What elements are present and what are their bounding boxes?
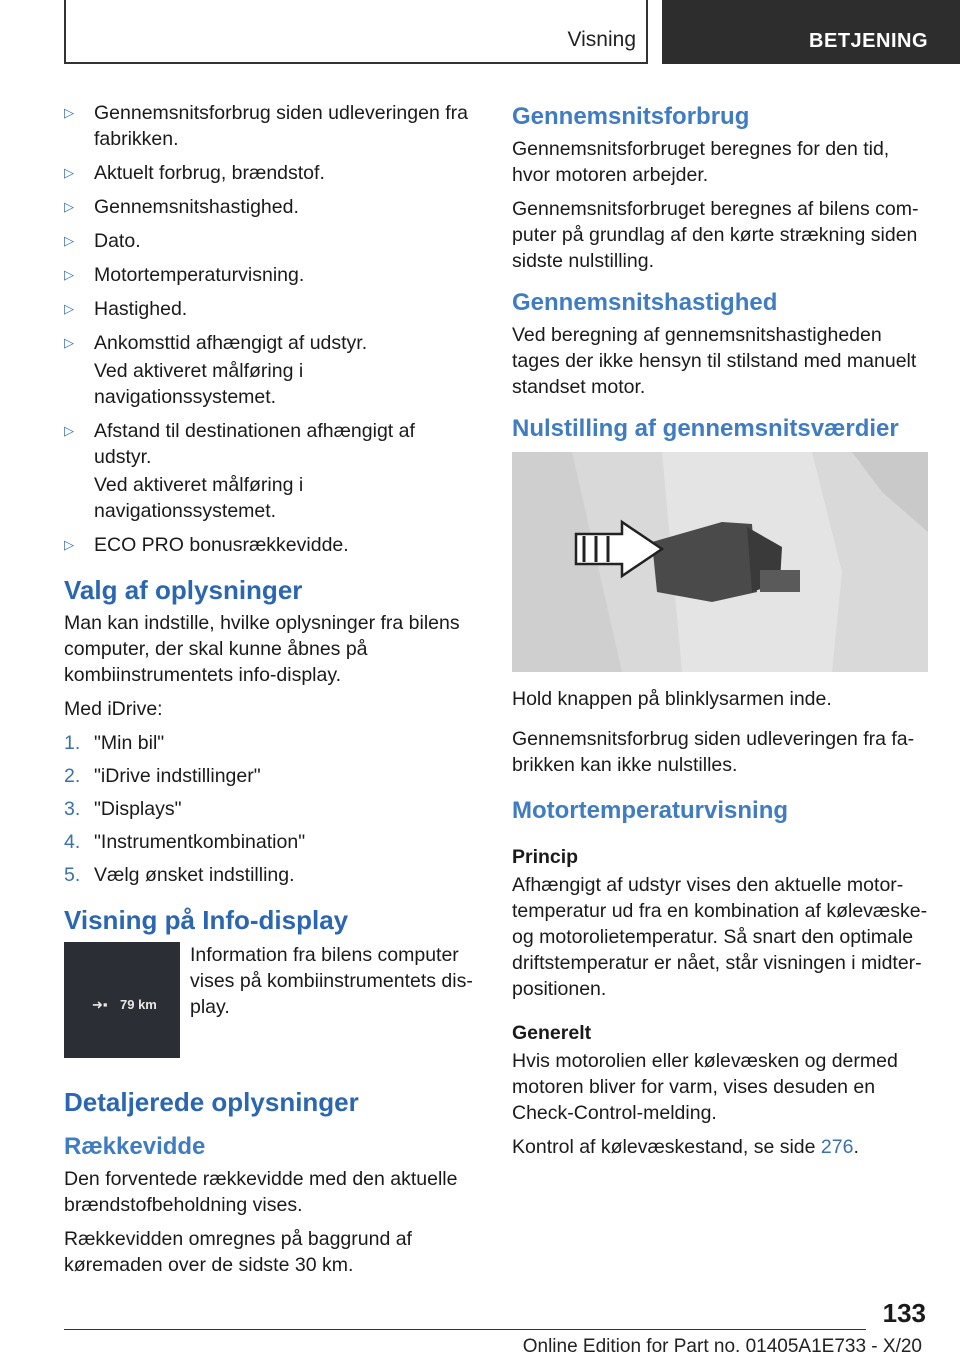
princip-paragraph: Afhængigt af udstyr vises den aktuelle motortemperatur ud fra en kombination af kølevæske- og motorolietemperatur. Så snart den optimale driftstemperatur er nået, står visningen i midterpositionen.: [512, 874, 928, 1000]
step-number: 2.: [64, 765, 81, 787]
bullet-marker-icon: ▷: [64, 233, 74, 248]
list-item: ▷ Ankomsttid afhængigt af udstyr.: [64, 332, 368, 354]
header-chapter-tab: [662, 0, 960, 64]
bullet-marker-icon: ▷: [64, 301, 74, 316]
nulstilling-paragraph-1: Hold knappen på blinklysarmen inde.: [512, 688, 832, 710]
visning-paragraph: Information fra bilens computer vises på kombiinstrumentets display.: [190, 944, 473, 1018]
list-item: ▷ Afstand til destinationen afhængigt af udstyr.: [64, 420, 415, 468]
list-item-note: Ved aktiveret målføring i navigationssystemet.: [94, 360, 304, 408]
bullet-marker-icon: ▷: [64, 199, 74, 214]
header-chapter-label: BETJENING: [809, 30, 928, 52]
heading-generelt: Generelt: [512, 1022, 592, 1044]
step-item: 4. "Instrumentkombination": [64, 831, 306, 853]
gf-paragraph-2: Gennemsnitsforbruget beregnes af bilens computer på grundlag af den kørte strækning siden sidste nulstilling.: [512, 198, 919, 272]
heading-detaljerede: Detaljerede oplysninger: [64, 1087, 359, 1117]
valg-paragraph: Man kan indstille, hvilke oplysninger fra bilens computer, der skal kunne åbnes på kombiinstrumentets info-display.: [64, 612, 460, 686]
step-item: 2. "iDrive indstillinger": [64, 765, 261, 787]
heading-valg: Valg af oplysninger: [64, 575, 303, 605]
heading-princip: Princip: [512, 846, 579, 868]
header-section-title: Visning: [567, 28, 636, 51]
footer-rule: [64, 1329, 866, 1330]
step-number: 3.: [64, 798, 81, 820]
left-column: [64, 100, 476, 1286]
bullet-marker-icon: ▷: [64, 335, 74, 350]
list-item-note: Ved aktiveret målføring i navigationssystemet.: [94, 474, 304, 522]
step-number: 5.: [64, 864, 81, 886]
idrive-intro: Med iDrive:: [64, 698, 163, 720]
heading-motortemperatur: Motortemperaturvisning: [512, 797, 789, 824]
step-item: 5. Vælg ønsket indstilling.: [64, 864, 295, 886]
heading-gennemsnitshastighed: Gennemsnitshastighed: [512, 289, 778, 316]
fuel-range-icon: ➜▪: [92, 997, 108, 1012]
nulstilling-paragraph-2: Gennemsnitsforbrug siden udleveringen fra fabrikken kan ikke nulstilles.: [512, 728, 915, 776]
list-item: ▷ Gennemsnitsforbrug siden udleveringen fra fabrikken.: [64, 102, 468, 150]
right-column: [512, 100, 928, 1168]
list-item: ▷ Motortemperaturvisning.: [64, 264, 305, 286]
step-number: 4.: [64, 831, 81, 853]
gf-paragraph-1: Gennemsnitsforbruget beregnes for den tid, hvor motoren arbejder.: [512, 138, 890, 186]
page-number: 133: [882, 1298, 926, 1328]
footer-edition: Online Edition for Part no. 01405A1E733 - X/20: [522, 1336, 922, 1357]
bullet-marker-icon: ▷: [64, 105, 74, 120]
bullet-list: [64, 100, 476, 558]
info-display-image: [64, 942, 180, 1058]
info-display-block: [64, 942, 476, 1058]
display-range-value: 79 km: [120, 997, 157, 1012]
list-item: ▷ ECO PRO bonusrækkevidde.: [64, 534, 349, 556]
list-item: ▷ Hastighed.: [64, 298, 188, 320]
list-item: ▷ Aktuelt forbrug, brændstof.: [64, 162, 325, 184]
page-reference-link[interactable]: 276: [820, 1136, 854, 1158]
bullet-marker-icon: ▷: [64, 423, 74, 438]
gh-paragraph: Ved beregning af gennemsnitshastigheden tages der ikke hensyn til stilstand med manuelt standset motor.: [512, 324, 917, 398]
step-item: 1. "Min bil": [64, 732, 165, 754]
step-number: 1.: [64, 732, 81, 754]
bullet-marker-icon: ▷: [64, 165, 74, 180]
heading-raekkevidde: Rækkevidde: [64, 1133, 206, 1160]
bullet-marker-icon: ▷: [64, 267, 74, 282]
list-item: ▷ Gennemsnitshastighed.: [64, 196, 299, 218]
header-box: [64, 0, 648, 64]
heading-nulstilling: Nulstilling af gennemsnitsværdier: [512, 415, 899, 442]
turn-signal-lever-image: [512, 452, 928, 672]
step-list: [64, 730, 476, 888]
kontrol-paragraph: Kontrol af kølevæskestand, se side 276.: [512, 1136, 859, 1158]
raekkevidde-paragraph-1: Den forventede rækkevidde med den aktuelle brændstofbeholdning vises.: [64, 1168, 458, 1216]
heading-visning: Visning på Info-display: [64, 905, 349, 935]
heading-gennemsnitsforbrug: Gennemsnitsforbrug: [512, 103, 750, 130]
generelt-paragraph: Hvis motorolien eller kølevæsken og dermed motoren bliver for varm, vises desuden en Check-Control-melding.: [512, 1050, 898, 1124]
list-item: ▷ Dato.: [64, 230, 141, 252]
raekkevidde-paragraph-2: Rækkevidden omregnes på baggrund af køremaden over de sidste 30 km.: [64, 1228, 412, 1276]
bullet-marker-icon: ▷: [64, 537, 74, 552]
step-item: 3. "Displays": [64, 798, 182, 820]
